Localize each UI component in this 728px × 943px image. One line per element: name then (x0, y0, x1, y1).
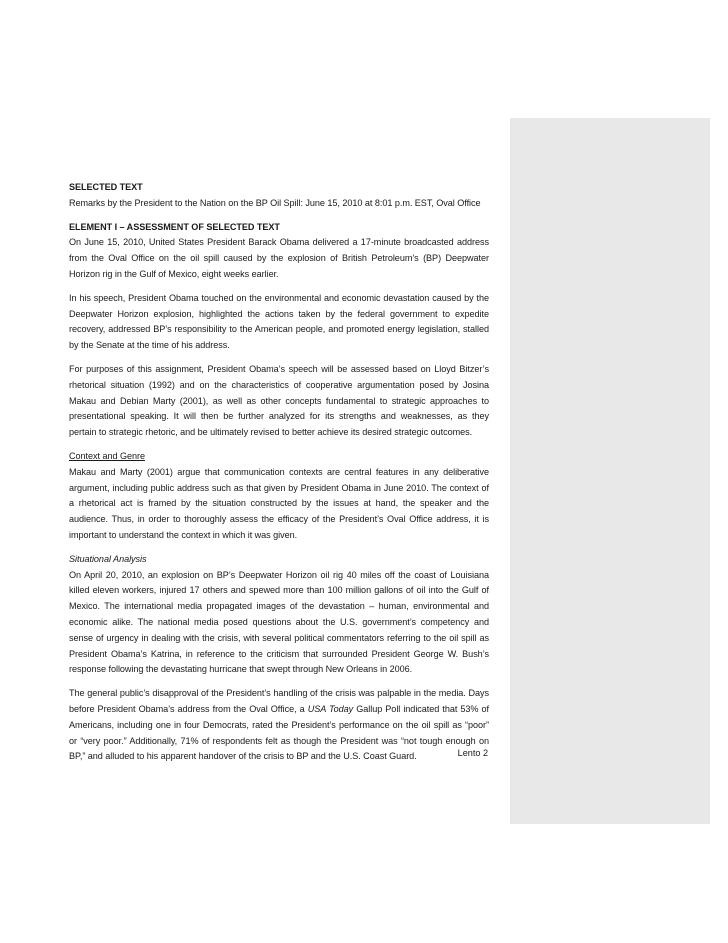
paragraph-4-line: Makau and Marty (2001) argue that communication contexts are central features in any deliberative (69, 466, 489, 477)
paragraph-6-line: The general public’s disapproval of the President’s handling of the crisis was palpable in the media. Days (69, 688, 489, 699)
paragraph-2 (69, 291, 489, 354)
paragraph-2-line: recovery, addressed BP’s responsibility to the American people, and promoted energy legislation, stalled (69, 324, 489, 335)
document-body (69, 180, 489, 773)
paragraph-3-line: presentational speaking. It will then be further analyzed for its strengths and weaknesses, as they (69, 411, 489, 422)
selected-text-title: Remarks by the President to the Nation on the BP Oil Spill: June 15, 2010 at 8:01 p.m. EST, Oval Office (69, 197, 481, 208)
paragraph-5-line: killed eleven workers, injured 17 others and spewed more than 100 million gallons of oil into the Gulf of (69, 585, 489, 596)
usa-today-title: USA Today (307, 703, 354, 714)
paragraph-3-line: pertain to strategic rhetoric, and be ultimately revised to better achieve its desired strategic outcomes. (69, 427, 473, 438)
paragraph-3-line: rhetorical situation (1992) and on the characteristics of cooperative argumentation posed by Josina (69, 379, 489, 390)
selected-text-section (69, 180, 489, 212)
paragraph-1-line: On June 15, 2010, United States President Barack Obama delivered a 17-minute broadcasted address (69, 237, 489, 248)
selected-text-heading: SELECTED TEXT (69, 182, 143, 192)
paragraph-3 (69, 362, 489, 441)
paragraph-6-line: or “very poor.” Additionally, 71% of respondents felt as though the President was “not tough enough on (69, 735, 489, 746)
paragraph-2-line: In his speech, President Obama touched on the environmental and economic devastation caused by the (69, 292, 489, 303)
paragraph-6-line: BP,” and alluded to his apparent handover of the crisis to BP and the U.S. Coast Guard. (69, 751, 417, 762)
paragraph-6-line (69, 702, 489, 718)
paragraph-4-line: a rhetorical act is framed by the situation constructed by the issues at hand, the speaker and the (69, 498, 489, 509)
situational-analysis-heading: Situational Analysis (69, 553, 147, 564)
paragraph-6-text: Gallup Poll indicated that 53% of (353, 703, 489, 714)
paragraph-6-line: Americans, including one in four Democrats, rated the President’s performance on the oil spill as “poor” (69, 719, 489, 730)
paragraph-4-line: audience. Thus, in order to thoroughly assess the efficacy of the President’s Oval Office address, it is (69, 514, 489, 525)
element-one-section (69, 220, 489, 283)
page-footer: Lento 2 (457, 748, 488, 758)
paragraph-6-text: before President Obama’s address from the Oval Office, a (69, 703, 308, 714)
paragraph-3-line: For purposes of this assignment, President Obama’s speech will be assessed based on Lloyd Bitzer’s (69, 363, 489, 374)
paragraph-3-line: Makau and Debian Marty (2001), as well as other concepts fundamental to strategic approaches to (69, 395, 489, 406)
paragraph-4-line: argument, including public address such as that given by President Obama in June 2010. The context of (69, 482, 489, 493)
paragraph-5-line: Mexico. The international media propagated images of the devastation – human, environmental and (69, 601, 489, 612)
paragraph-2-line: Deepwater Horizon explosion, highlighted the actions taken by the federal government to expedite (69, 308, 489, 319)
paragraph-4-line: important to understand the context in which it was given. (69, 529, 298, 540)
comment-pane (510, 118, 710, 824)
situational-analysis-section (69, 552, 489, 678)
paragraph-5-line: On April 20, 2010, an explosion on BP’s Deepwater Horizon oil rig 40 miles off the coast of Louisiana (69, 569, 489, 580)
paragraph-1-line: Horizon rig in the Gulf of Mexico, eight weeks earlier. (69, 268, 279, 279)
paragraph-5-line: economic alike. The national media posed questions about the U.S. government’s competency and (69, 616, 489, 627)
paragraph-5-line: response following the devastating hurricane that swept through New Orleans in 2006. (69, 664, 413, 675)
paragraph-1-line: from the Oval Office on the oil spill caused by the explosion of British Petroleum’s (BP) Deepwater (69, 253, 489, 264)
paragraph-5-line: President Obama’s Katrina, in reference to the criticism that surrounded President George W. Bush’s (69, 648, 489, 659)
paragraph-2-line: by the Senate at the time of his address. (69, 340, 230, 351)
context-and-genre-section (69, 449, 489, 544)
paragraph-5-line: sense of urgency in dealing with the crisis, with several political commentators referring to the oil spill as (69, 632, 489, 643)
element-one-heading: ELEMENT I – ASSESSMENT OF SELECTED TEXT (69, 221, 280, 232)
paragraph-6 (69, 686, 489, 765)
context-and-genre-heading: Context and Genre (69, 450, 145, 461)
